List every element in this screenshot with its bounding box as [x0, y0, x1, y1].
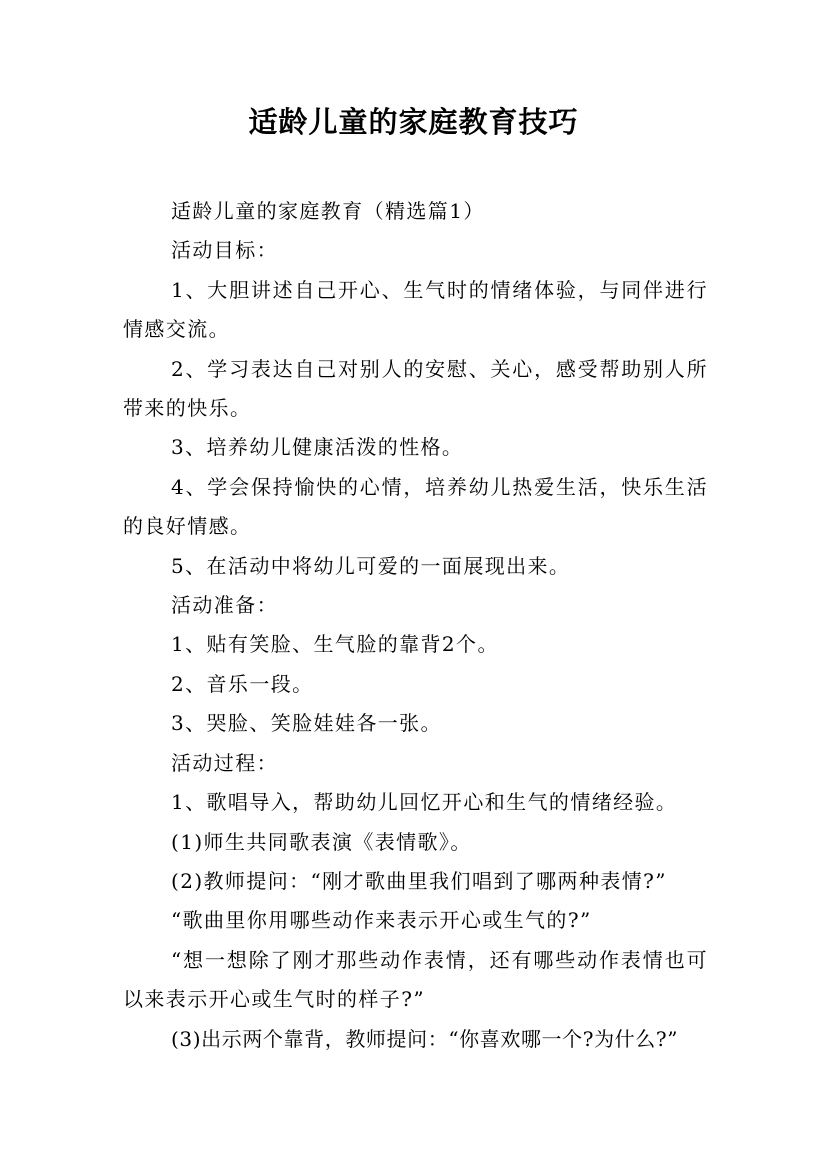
paragraph-goal-5: 5、在活动中将幼儿可爱的一面展现出来。 — [171, 553, 571, 578]
paragraph-process-1-2: (2)教师提问：“刚才歌曲里我们唱到了哪两种表情?” — [171, 868, 667, 893]
paragraph-question-actions: “歌曲里你用哪些动作来表示开心或生气的?” — [171, 908, 592, 933]
paragraph-process-1-3: (3)出示两个靠背，教师提问：“你喜欢哪一个?为什么?” — [171, 1026, 679, 1051]
paragraph-process-1: 1、歌唱导入，帮助幼儿回忆开心和生气的情绪经验。 — [171, 790, 678, 815]
paragraph-heading-section: 适龄儿童的家庭教育（精选篇1） — [171, 199, 485, 223]
paragraph-goal-3: 3、培养幼儿健康活泼的性格。 — [171, 435, 464, 460]
paragraph-process-1-1: (1)师生共同歌表演《表情歌》。 — [171, 829, 472, 854]
paragraph-activity-process: 活动过程： — [171, 750, 278, 775]
paragraph-goal-1: 1、大胆讲述自己开心、生气时的情绪体验，与同伴进行情感交流。 — [123, 277, 708, 342]
paragraph-activity-goals: 活动目标： — [171, 238, 278, 263]
paragraph-prep-3: 3、哭脸、笑脸娃娃各一张。 — [171, 711, 442, 736]
paragraph-goal-4: 4、学会保持愉快的心情，培养幼儿热爱生活，快乐生活的良好情感。 — [123, 474, 708, 539]
paragraph-activity-preparation: 活动准备： — [171, 593, 278, 618]
paragraph-question-other-actions: “想一想除了刚才那些动作表情，还有哪些动作表情也可以来表示开心或生气时的样子?” — [123, 947, 708, 1012]
document-body — [123, 192, 708, 1059]
document-title: 适龄儿童的家庭教育技巧 — [248, 105, 579, 139]
paragraph-prep-1: 1、贴有笑脸、生气脸的靠背2个。 — [171, 632, 499, 657]
paragraph-goal-2: 2、学习表达自己对别人的安慰、关心，感受帮助别人所带来的快乐。 — [123, 356, 708, 421]
paragraph-prep-2: 2、音乐一段。 — [171, 671, 314, 696]
